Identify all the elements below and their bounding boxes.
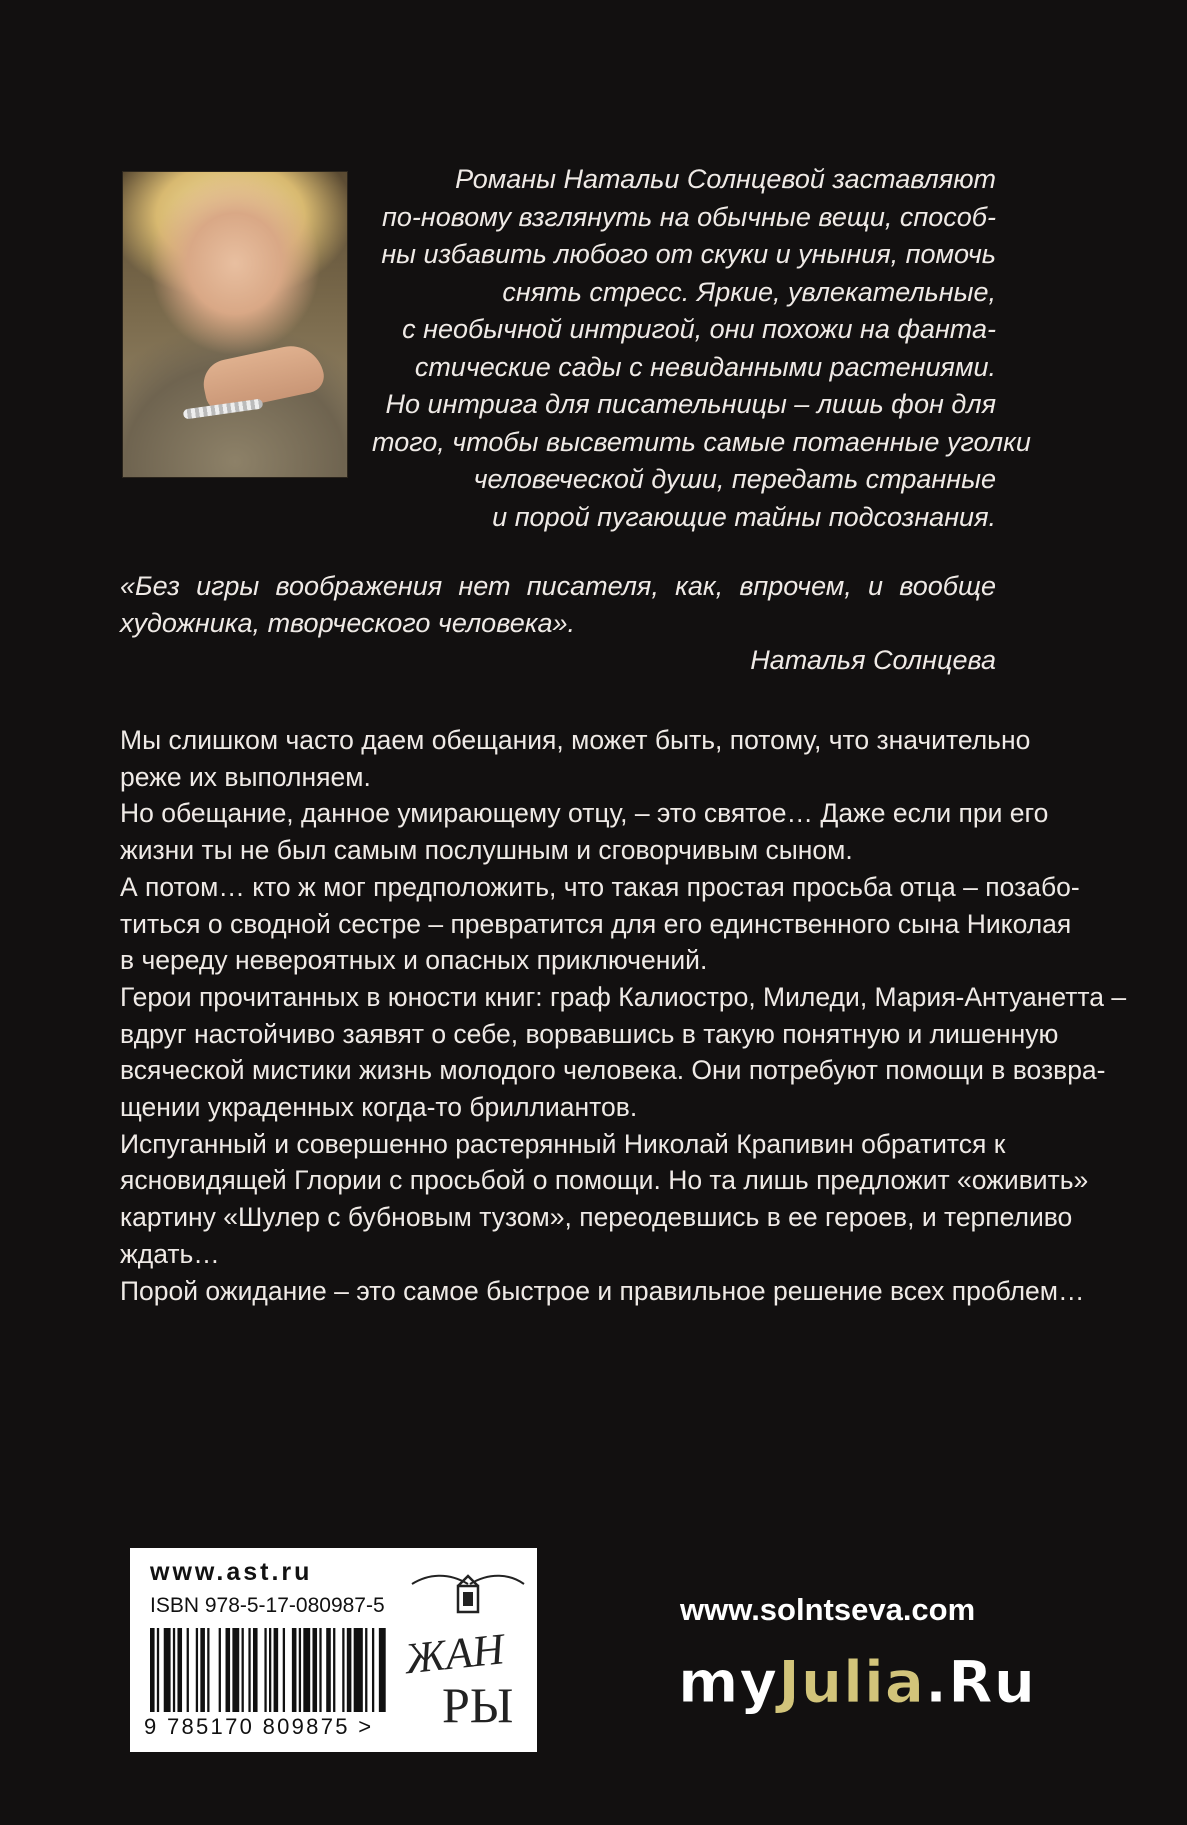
barcode-bar xyxy=(264,1628,266,1712)
photo-hand xyxy=(199,340,327,414)
intro-line: и порой пугающие тайны подсознания. xyxy=(492,501,996,532)
barcode-bar xyxy=(347,1628,352,1712)
annotation-line: жизни ты не был самым послушным и сговорчивым сыном. xyxy=(120,835,853,866)
author-quote xyxy=(120,568,996,679)
annotation-line: реже их выполняем. xyxy=(120,761,371,792)
quote-line: «Без игры воображения нет писателя, как, впрочем, и вообще xyxy=(120,571,996,601)
genres-logo xyxy=(398,1562,528,1742)
brand-julia: Julia xyxy=(778,1648,926,1716)
barcode-bar xyxy=(354,1628,363,1712)
barcode-bar xyxy=(333,1628,335,1712)
intro-line: стические сады с невиданными растениями. xyxy=(414,351,996,382)
genres-logo-top: ЖАН xyxy=(402,1624,507,1684)
barcode-bar xyxy=(326,1628,331,1712)
annotation-line: Но обещание, данное умирающему отцу, – это святое… Даже если при его xyxy=(120,798,1049,829)
intro-line: снять стресс. Яркие, увлекательные, xyxy=(502,276,996,307)
barcode-bars xyxy=(150,1628,388,1712)
barcode-bar xyxy=(379,1628,386,1712)
annotation-paragraph xyxy=(120,722,1127,1309)
annotation-line: Мы слишком часто даем обещания, может быть, потому, что значительно xyxy=(120,725,1031,755)
barcode-bar xyxy=(200,1628,205,1712)
barcode-bar xyxy=(164,1628,171,1712)
publisher-website: www.ast.ru xyxy=(150,1558,313,1586)
author-website[interactable]: www.solntseva.com xyxy=(680,1592,976,1627)
annotation-line: всяческой мистики жизнь молодого человека. Они потребуют помощи в возвра- xyxy=(120,1055,1106,1086)
barcode-bar xyxy=(219,1628,221,1712)
barcode-bar xyxy=(365,1628,367,1712)
intro-line: Но интрига для писательницы – лишь фон для xyxy=(385,389,996,419)
annotation-line: А потом… кто ж мог предположить, что такая простая просьба отца – позабо- xyxy=(120,871,1080,902)
barcode-bar xyxy=(173,1628,175,1712)
annotation-line: Герои прочитанных в юности книг: граф Калиостро, Миледи, Мария-Антуанетта – xyxy=(120,981,1127,1012)
barcode-bar xyxy=(303,1628,310,1712)
annotation-line: титься о сводной сестре – превратится для его единственного сына Николая xyxy=(120,908,1072,939)
annotation-line: в череду невероятных и опасных приключений. xyxy=(120,945,708,976)
barcode-bar xyxy=(283,1628,285,1712)
intro-paragraph xyxy=(372,161,1031,536)
brand-my: my xyxy=(678,1648,779,1716)
barcode-bar xyxy=(269,1628,271,1712)
barcode-bar xyxy=(274,1628,279,1712)
barcode-bar xyxy=(248,1628,250,1712)
isbn-text: ISBN 978-5-17-080987-5 xyxy=(150,1594,385,1617)
intro-line: человеческой души, передать странные xyxy=(473,464,996,494)
barcode-bar xyxy=(207,1628,209,1712)
intro-line: с необычной интригой, они похожи на фанта- xyxy=(402,314,996,344)
barcode-bar xyxy=(226,1628,231,1712)
intro-line: ны избавить любого от скуки и уныния, помочь xyxy=(381,239,996,269)
barcode-bar xyxy=(292,1628,297,1712)
annotation-line: картину «Шулер с бубновым тузом», переодевшись в ее героев, и терпеливо xyxy=(120,1202,1073,1233)
barcode-bar xyxy=(319,1628,321,1712)
quote-author: Наталья Солнцева xyxy=(750,645,996,675)
annotation-line: щении украденных когда-то бриллиантов. xyxy=(120,1092,638,1123)
barcode-bar xyxy=(253,1628,258,1712)
barcode-bar xyxy=(177,1628,182,1712)
intro-line: по-новому взглянуть на обычные вещи, способ- xyxy=(382,201,996,232)
annotation-line: ждать… xyxy=(120,1238,220,1269)
barcode-digits: 9 785170 809875 > xyxy=(144,1714,374,1739)
barcode-bar xyxy=(232,1628,239,1712)
annotation-line: ясновидящей Глории с просьбой о помощи. Но та лишь предложит «оживить» xyxy=(120,1165,1089,1196)
annotation-line: вдруг настойчиво заявят о себе, ворвавшись в такую понятную и лишенную xyxy=(120,1018,1059,1049)
brand-ru: .Ru xyxy=(925,1648,1037,1716)
barcode-bar xyxy=(187,1628,189,1712)
barcode-bar xyxy=(150,1628,155,1712)
barcode-bar xyxy=(196,1628,198,1712)
barcode-bar xyxy=(299,1628,301,1712)
barcode-bar xyxy=(242,1628,244,1712)
genres-logo-bottom: РЫ xyxy=(442,1677,514,1733)
barcode-bar xyxy=(312,1628,317,1712)
annotation-line: Порой ожидание – это самое быстрое и правильное решение всех проблем… xyxy=(120,1275,1085,1306)
annotation-line: Испуганный и совершенно растерянный Николай Крапивин обратится к xyxy=(120,1128,1006,1159)
author-photo xyxy=(122,171,348,478)
quote-line: художника, творческого человека». xyxy=(120,608,575,638)
myjulia-logo[interactable] xyxy=(678,1648,1036,1716)
barcode-bar xyxy=(372,1628,374,1712)
barcode-bar xyxy=(157,1628,159,1712)
intro-line: того, чтобы высветить самые потаенные уголки xyxy=(372,426,1031,457)
barcode-bar xyxy=(342,1628,344,1712)
intro-line: Романы Натальи Солнцевой заставляют xyxy=(455,164,996,194)
barcode-box xyxy=(130,1548,537,1752)
